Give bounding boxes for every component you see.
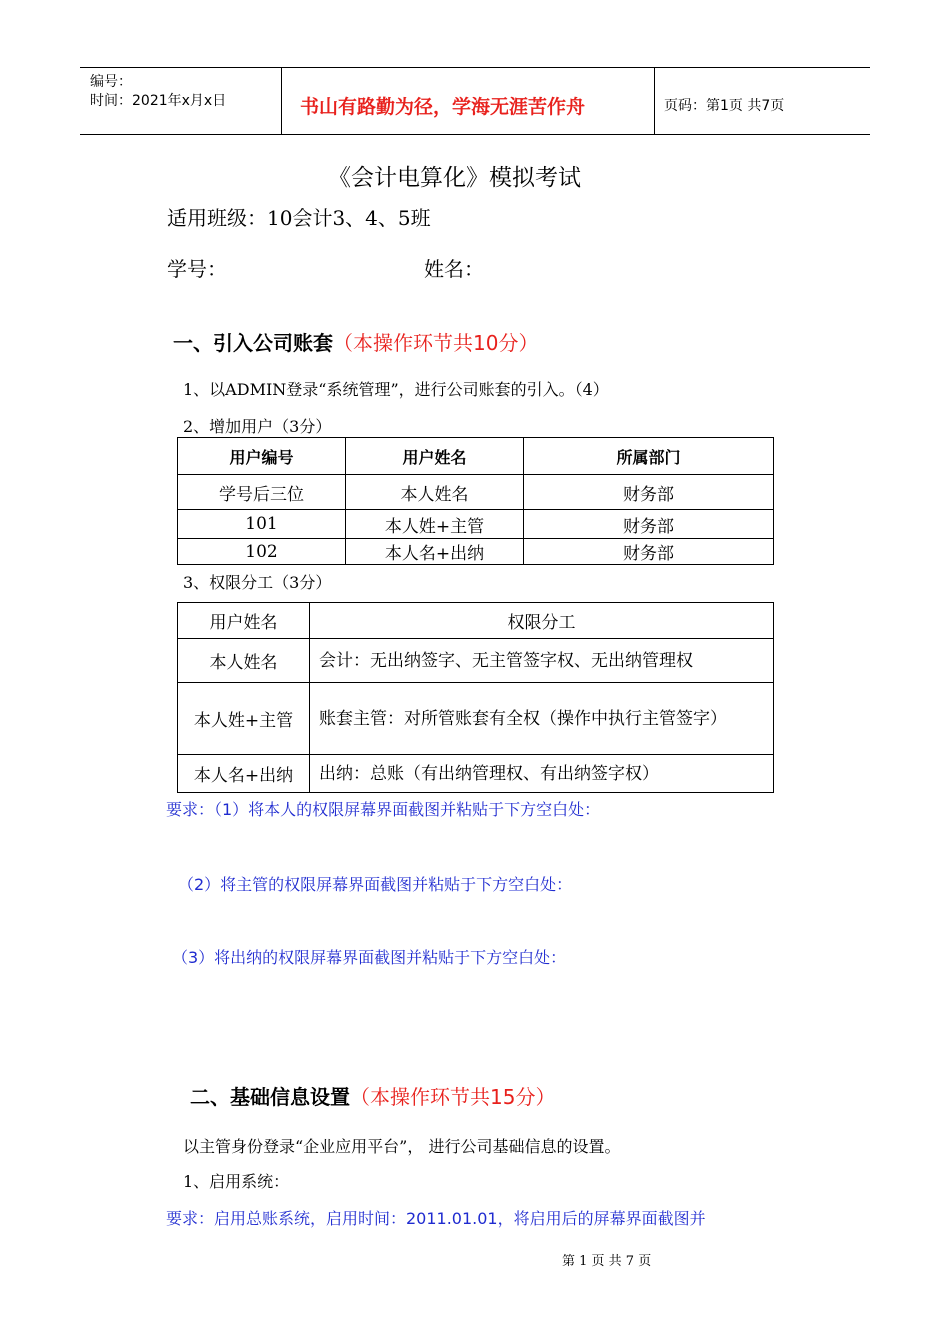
perm-cell-user: 本人名+出纳 xyxy=(178,755,310,793)
permissions-table-header-row xyxy=(178,603,774,639)
users-table xyxy=(177,437,774,565)
section1-score: （本操作环节共10分） xyxy=(333,331,539,355)
student-name-label: 姓名： xyxy=(424,257,484,281)
users-cell-dept: 财务部 xyxy=(524,539,774,565)
header-page-label: 页码：第1页 共7页 xyxy=(664,98,785,114)
student-number-label: 学号： xyxy=(167,257,227,281)
requirement-2: （2）将主管的权限屏幕界面截图并粘贴于下方空白处： xyxy=(178,875,573,894)
table-row xyxy=(178,755,774,793)
perm-cell-permission: 账套主管：对所管账套有全权（操作中执行主管签字） xyxy=(310,683,774,755)
footer-page-number: 第 1 页 共 7 页 xyxy=(562,1254,652,1269)
section2-intro: 以主管身份登录“企业应用平台”， 进行公司基础信息的设置。 xyxy=(183,1137,621,1156)
users-table-header-row xyxy=(178,438,774,475)
table-row xyxy=(178,639,774,683)
users-cell-name: 本人姓+主管 xyxy=(346,510,524,539)
users-header-id: 用户编号 xyxy=(178,438,346,475)
users-cell-id: 学号后三位 xyxy=(178,475,346,510)
users-cell-id: 101 xyxy=(178,510,346,539)
users-cell-dept: 财务部 xyxy=(524,475,774,510)
perm-cell-permission: 出纳：总账（有出纳管理权、有出纳签字权） xyxy=(310,755,774,793)
section2-heading-text: 二、基础信息设置 xyxy=(190,1085,350,1109)
perm-cell-permission: 会计：无出纳签字、无主管签字权、无出纳管理权 xyxy=(310,639,774,683)
section1-heading xyxy=(173,327,538,356)
header-divider-left xyxy=(281,67,282,134)
users-cell-id: 102 xyxy=(178,539,346,565)
perm-header-user: 用户姓名 xyxy=(178,603,310,639)
section2-score: （本操作环节共15分） xyxy=(350,1085,556,1109)
section2-item1: 1、启用系统： xyxy=(183,1172,290,1191)
users-header-name: 用户姓名 xyxy=(346,438,524,475)
requirement-3: （3）将出纳的权限屏幕界面截图并粘贴于下方空白处： xyxy=(172,948,567,967)
header-number-label: 编号： xyxy=(90,74,132,90)
table-row xyxy=(178,475,774,510)
section1-heading-text: 一、引入公司账套 xyxy=(173,331,333,355)
document-title: 《会计电算化》模拟考试 xyxy=(328,165,581,191)
perm-header-permission: 权限分工 xyxy=(310,603,774,639)
header-time-label: 时间：2021年x月x日 xyxy=(90,93,227,109)
users-cell-name: 本人名+出纳 xyxy=(346,539,524,565)
table-row xyxy=(178,510,774,539)
perm-cell-user: 本人姓+主管 xyxy=(178,683,310,755)
section1-item3: 3、权限分工（3分） xyxy=(183,573,332,592)
section1-item1: 1、以ADMIN登录“系统管理”，进行公司账套的引入。（4） xyxy=(183,380,609,399)
section1-item2: 2、增加用户（3分） xyxy=(183,417,332,436)
users-header-dept: 所属部门 xyxy=(524,438,774,475)
section2-heading xyxy=(190,1081,555,1110)
users-cell-dept: 财务部 xyxy=(524,510,774,539)
requirement-1: 要求：（1）将本人的权限屏幕界面截图并粘贴于下方空白处： xyxy=(166,800,601,819)
class-line: 适用班级：10会计3、4、5班 xyxy=(167,206,431,230)
header-bottom-rule xyxy=(80,134,870,135)
table-row xyxy=(178,683,774,755)
perm-cell-user: 本人姓名 xyxy=(178,639,310,683)
users-cell-name: 本人姓名 xyxy=(346,475,524,510)
header-motto: 书山有路勤为径，学海无涯苦作舟 xyxy=(300,96,586,118)
header-top-rule xyxy=(80,67,870,68)
header-divider-right xyxy=(654,67,655,134)
permissions-table xyxy=(177,602,774,793)
section2-requirement: 要求：启用总账系统，启用时间：2011.01.01，将启用后的屏幕界面截图并 xyxy=(166,1209,706,1228)
table-row xyxy=(178,539,774,565)
